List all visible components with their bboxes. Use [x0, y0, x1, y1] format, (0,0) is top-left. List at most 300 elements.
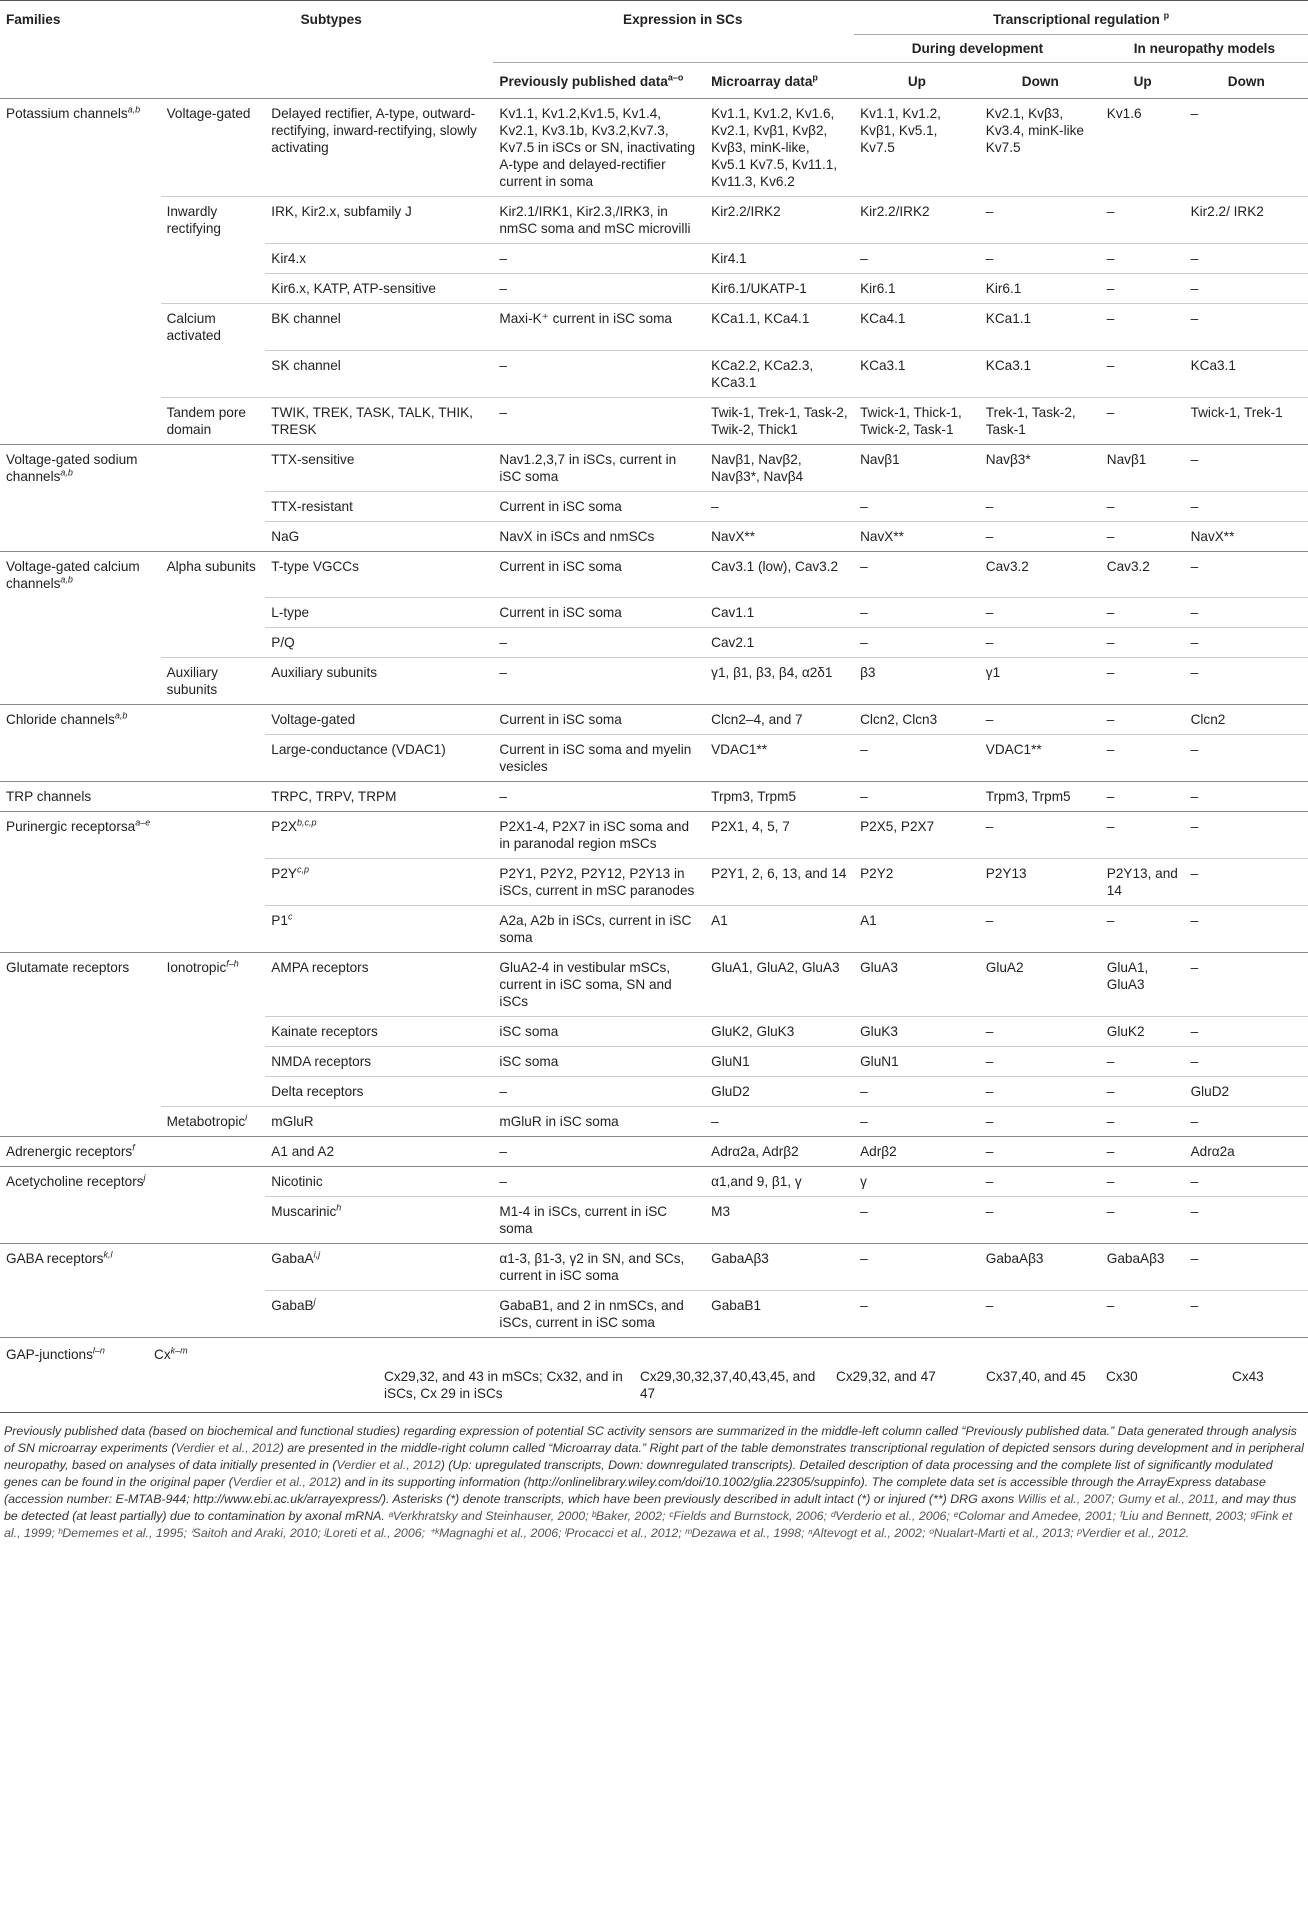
group-cell: [161, 491, 266, 521]
family-cell: [0, 782, 161, 812]
cell-devup: –: [854, 244, 980, 274]
gap-subtype-sup: k–m: [170, 1345, 188, 1356]
cell-micro: Cav1.1: [705, 598, 854, 628]
cell-devdown: VDAC1**: [980, 735, 1101, 782]
subtype-label: Auxiliary subunits: [271, 665, 378, 680]
family-cell: [0, 598, 161, 628]
subtype-cell: [265, 598, 493, 628]
subtype-label: Muscarinic: [271, 1204, 337, 1219]
subtype-cell: [265, 1291, 493, 1338]
family-label: Voltage-gated calcium channels: [6, 558, 140, 591]
cell-micro: KCa1.1, KCa4.1: [705, 304, 854, 351]
table-row: [0, 274, 1308, 304]
subtype-cell: [265, 397, 493, 444]
cell-micro: –: [705, 491, 854, 521]
family-sup: a–e: [135, 817, 151, 828]
gap-junction-table: [0, 1337, 1308, 1412]
cell-nup: –: [1101, 350, 1185, 397]
footnote-ref-4[interactable]: Willis et al., 2007; Gumy et al., 2011: [1017, 1492, 1216, 1506]
footnote-text-3: ) (Up: upregulated transcripts, Down: downregulated transcripts). Detailed description of data processing and the complete list of significantly modulated genes can be found in the original paper (: [4, 1458, 1273, 1489]
table-row: [0, 1017, 1308, 1047]
subtype-cell: [265, 99, 493, 197]
table-row: [0, 1338, 1308, 1413]
subtype-sup: c: [287, 911, 293, 922]
gap-family-label: GAP-junctions: [6, 1347, 93, 1362]
family-cell: [0, 244, 161, 274]
gap-microarray: Cx29,30,32,37,40,43,45, and 47: [640, 1369, 816, 1401]
subtype-label: TTX-sensitive: [271, 451, 355, 467]
subtype-cell: [265, 491, 493, 521]
family-cell: [0, 1291, 161, 1338]
family-cell: [0, 350, 161, 397]
cell-micro: Clcn2–4, and 7: [705, 705, 854, 735]
subtype-label: Voltage-gated: [271, 712, 356, 727]
cell-devdown: Trek-1, Task-2, Task-1: [980, 397, 1101, 444]
cell-devup: Clcn2, Clcn3: [854, 705, 980, 735]
cell-devup: GluN1: [854, 1047, 980, 1077]
family-cell: [0, 304, 161, 351]
group-cell: [161, 444, 266, 491]
header-microarray-sup: p: [812, 72, 818, 83]
group-label: Tandem pore domain: [166, 404, 246, 437]
cell-ndown: –: [1185, 1197, 1308, 1244]
cell-pub: –: [493, 397, 705, 444]
cell-micro: α1,and 9, β1, γ: [705, 1167, 854, 1197]
cell-devdown: P2Y13: [980, 859, 1101, 906]
group-cell: [161, 782, 266, 812]
header-transcriptional-label: Transcriptional regulation: [992, 12, 1160, 27]
table-row: [0, 953, 1308, 1017]
table-row: [0, 1244, 1308, 1291]
header-expression: [493, 1, 854, 35]
header-subtypes-label: Subtypes: [300, 12, 362, 27]
header-dev-down: Down: [1021, 74, 1059, 89]
group-cell: [161, 274, 266, 304]
cell-devup: –: [854, 491, 980, 521]
cell-devdown: –: [980, 491, 1101, 521]
header-families: Families: [6, 12, 61, 27]
cell-nup: –: [1101, 628, 1185, 658]
table-row: [0, 906, 1308, 953]
cell-ndown: GluD2: [1185, 1077, 1308, 1107]
family-label: TRP channels: [6, 789, 92, 804]
cell-pub: –: [493, 274, 705, 304]
family-sup: j: [143, 1172, 146, 1183]
cell-devup: –: [854, 1107, 980, 1137]
family-cell: [0, 705, 161, 735]
group-cell: [161, 628, 266, 658]
cell-devup: –: [854, 1291, 980, 1338]
cell-nup: –: [1101, 1047, 1185, 1077]
table-row: [0, 197, 1308, 244]
cell-nup: –: [1101, 1167, 1185, 1197]
cell-micro: GluN1: [705, 1047, 854, 1077]
group-cell: [161, 350, 266, 397]
cell-devdown: Kir6.1: [980, 274, 1101, 304]
family-sup: a,b: [60, 466, 73, 477]
cell-devdown: –: [980, 812, 1101, 859]
cell-pub: –: [493, 658, 705, 705]
cell-pub: mGluR in iSC soma: [493, 1107, 705, 1137]
family-label: Voltage-gated sodium channels: [6, 451, 138, 484]
subtype-cell: [265, 244, 493, 274]
table-row: [0, 551, 1308, 598]
group-cell: [161, 812, 266, 859]
cell-devdown: –: [980, 521, 1101, 551]
family-cell: [0, 521, 161, 551]
family-cell: [0, 491, 161, 521]
cell-devup: Kir2.2/IRK2: [854, 197, 980, 244]
group-cell: [161, 705, 266, 735]
group-sup: f–h: [226, 958, 239, 969]
cell-devup: Kv1.1, Kv1.2, Kvβ1, Kv5.1, Kv7.5: [860, 106, 941, 155]
cell-devup: –: [854, 1197, 980, 1244]
cell-pub: –: [493, 244, 705, 274]
cell-devup: γ: [854, 1167, 980, 1197]
gap-family-sup: l–n: [92, 1345, 105, 1356]
family-label: Glutamate receptors: [6, 960, 130, 975]
subtype-cell: [265, 1017, 493, 1047]
subtype-label: A1 and A2: [271, 1144, 335, 1159]
cell-devdown: γ1: [980, 658, 1101, 705]
cell-micro: Cav2.1: [705, 628, 854, 658]
cell-micro: P2X1, 4, 5, 7: [705, 812, 854, 859]
gap-subtype: [148, 1338, 378, 1413]
subtype-cell: [265, 551, 493, 598]
cell-devdown: –: [980, 197, 1101, 244]
subtype-sup: h: [336, 1202, 342, 1213]
cell-devup: –: [854, 598, 980, 628]
header-expression-label: Expression in SCs: [623, 12, 743, 27]
cell-pub: Current in iSC soma and myelin vesicles: [493, 735, 705, 782]
table-row: [0, 628, 1308, 658]
subtype-label: TRPC, TRPV, TRPM: [271, 789, 397, 804]
cell-nup: P2Y13, and 14: [1101, 859, 1185, 906]
footnote-references[interactable]: ᵃVerkhratsky and Steinhauser, 2000; ᵇBaker, 2002; ᶜFields and Burnstock, 2006; ᵈVerderio et al., 2006; ᵉColomar and Amedee, 2001; ᶠLiu and Bennett, 2003; ᵍFink et al., 1999; ʰDememes et al., 1995; ⁱSaitoh and Araki, 2010; ʲLoreti et al., 2006; ⁺ᵏMagnaghi et al., 2006; ˡProcacci et al., 2012; ᵐDezawa et al., 1998; ⁿAltevogt et al., 2002; ᵒNualart-Marti et al., 2013; ᵖVerdier et al., 2012.: [4, 1509, 1293, 1540]
cell-devdown: GabaAβ3: [980, 1244, 1101, 1291]
cell-devup: β3: [854, 658, 980, 705]
cell-nup: –: [1101, 705, 1185, 735]
group-sup: i: [245, 1112, 248, 1123]
table-row: [0, 521, 1308, 551]
family-cell: [0, 551, 161, 598]
group-cell: [161, 1077, 266, 1107]
cell-micro: Adrα2a, Adrβ2: [705, 1137, 854, 1167]
header-subtypes: [161, 1, 494, 35]
cell-pub: P2X1-4, P2X7 in iSC soma and in paranodal region mSCs: [493, 812, 705, 859]
cell-pub: Kir2.1/IRK1, Kir2.3,/IRK3, in nmSC soma and mSC microvilli: [493, 197, 705, 244]
table-row: [0, 598, 1308, 628]
subtype-cell: [265, 274, 493, 304]
cell-micro: γ1, β1, β3, β4, α2δ1: [705, 658, 854, 705]
table-row: [0, 1077, 1308, 1107]
subtype-cell: [265, 1077, 493, 1107]
cell-ndown: –: [1185, 1291, 1308, 1338]
footnote-ref-2[interactable]: Verdier et al., 2012: [336, 1458, 441, 1472]
gap-dev-down: Cx37,40, and 45: [986, 1369, 1086, 1384]
cell-nup: –: [1101, 1077, 1185, 1107]
footnote-text-4: ) and in its supporting information (http://onlinelibrary.wiley.com/doi/10.1002/glia.22305/suppinfo). The complete data set is accessible through the ArrayExpress database (accession number: E-MTAB-944; http://www.ebi.ac.uk/arrayexpress/). Asterisks (*) denote transcripts, which have been previously described in adult intact (*) or injured (**) DRG axons: [4, 1475, 1266, 1506]
cell-micro: Kir4.1: [705, 244, 854, 274]
cell-devdown: Cav3.2: [980, 551, 1101, 598]
family-cell: [0, 658, 161, 705]
cell-devup: –: [854, 1077, 980, 1107]
group-cell: [161, 1047, 266, 1077]
table-row: [0, 812, 1308, 859]
cell-pub: NavX in iSCs and nmSCs: [493, 521, 705, 551]
cell-devdown: –: [980, 1291, 1101, 1338]
cell-ndown: –: [1185, 1047, 1308, 1077]
subtype-label: GabaB: [271, 1298, 314, 1313]
footnote-text-2: ) are presented in the middle-right column called “Microarray data.” Right part of the table demonstrates transcriptional regulation of depicted sensors during development and in peripheral neuropathy, based on analyses of data initially presented in (: [4, 1441, 1304, 1472]
subtype-cell: [265, 1197, 493, 1244]
family-label: Purinergic receptorsa: [6, 819, 136, 834]
family-cell: [0, 1244, 161, 1291]
table-row: [0, 859, 1308, 906]
cell-micro: –: [705, 1107, 854, 1137]
subtype-label: Nicotinic: [271, 1174, 323, 1189]
group-cell: [161, 99, 266, 197]
cell-ndown: –: [1185, 953, 1308, 1017]
group-label: Inwardly rectifying: [166, 204, 221, 236]
cell-nup: –: [1101, 491, 1185, 521]
group-cell: [161, 658, 266, 705]
cell-devup: Kir6.1: [854, 274, 980, 304]
gap-family: [0, 1338, 148, 1413]
cell-devup: NavX**: [854, 521, 980, 551]
family-cell: [0, 1077, 161, 1107]
family-sup: f: [132, 1142, 135, 1153]
table-row: [0, 397, 1308, 444]
header-microarray: [705, 63, 854, 99]
gap-dev-up: Cx29,32, and 47: [836, 1369, 936, 1384]
group-label: Auxiliary subunits: [166, 665, 218, 697]
cell-pub: Current in iSC soma: [493, 491, 705, 521]
cell-devdown: –: [980, 1167, 1101, 1197]
cell-devdown: –: [980, 598, 1101, 628]
subtype-cell: [265, 1047, 493, 1077]
subtype-label: mGluR: [271, 1114, 314, 1129]
subtype-cell: [265, 812, 493, 859]
subtype-cell: [265, 350, 493, 397]
header-published-label: Previously published data: [499, 74, 668, 89]
family-cell: [0, 1047, 161, 1077]
group-cell: [161, 859, 266, 906]
cell-devdown: –: [980, 1047, 1101, 1077]
table-row: [0, 1197, 1308, 1244]
cell-micro: GluA1, GluA2, GluA3: [705, 953, 854, 1017]
cell-pub: –: [493, 350, 705, 397]
table-row: [0, 99, 1308, 197]
cell-devdown: –: [980, 705, 1101, 735]
family-cell: [0, 99, 161, 197]
gap-neu-up: Cx30: [1106, 1369, 1138, 1384]
cell-devup: –: [854, 1244, 980, 1291]
spacer2: [0, 63, 493, 99]
table-row: [0, 1107, 1308, 1137]
cell-micro: A1: [705, 906, 854, 953]
cell-micro: GluD2: [705, 1077, 854, 1107]
cell-pub: GabaB1, and 2 in nmSCs, and iSCs, current in iSC soma: [493, 1291, 705, 1338]
family-cell: [0, 859, 161, 906]
cell-ndown: Adrα2a: [1185, 1137, 1308, 1167]
cell-micro: Trpm3, Trpm5: [705, 782, 854, 812]
family-sup: k,l: [103, 1249, 113, 1260]
cell-devdown: –: [980, 1197, 1101, 1244]
cell-nup: –: [1101, 812, 1185, 859]
group-label: Voltage-gated: [166, 106, 251, 121]
cell-pub: GluA2-4 in vestibular mSCs, current in iSC soma, SN and iSCs: [493, 953, 705, 1017]
subtype-cell: [265, 1137, 493, 1167]
cell-pub: α1-3, β1-3, γ2 in SN, and SCs, current in iSC soma: [493, 1244, 705, 1291]
cell-pub: Current in iSC soma: [493, 598, 705, 628]
cell-devdown: –: [980, 1137, 1101, 1167]
cell-micro: GabaB1: [705, 1291, 854, 1338]
table-row: [0, 1047, 1308, 1077]
group-cell: [161, 1137, 266, 1167]
subtype-label: BK channel: [271, 311, 341, 326]
cell-ndown: –: [1185, 1017, 1308, 1047]
cell-ndown: –: [1185, 244, 1308, 274]
subtype-cell: [265, 782, 493, 812]
cell-ndown: –: [1185, 1167, 1308, 1197]
family-cell: [0, 812, 161, 859]
table-row: [0, 782, 1308, 812]
group-cell: [161, 735, 266, 782]
cell-nup: –: [1101, 598, 1185, 628]
subtype-sup: i,j: [313, 1249, 321, 1260]
cell-nup: –: [1101, 1291, 1185, 1338]
header-published-sup: a–o: [667, 72, 684, 83]
subtype-label: Kir6.x, KATP, ATP-sensitive: [271, 281, 436, 296]
cell-devup: –: [854, 551, 980, 598]
cell-devdown: Trpm3, Trpm5: [980, 782, 1101, 812]
cell-ndown: –: [1185, 859, 1308, 906]
cell-nup: –: [1101, 521, 1185, 551]
subtype-sup: b,c,p: [297, 817, 317, 828]
header-neuropathy: In neuropathy models: [1101, 35, 1308, 63]
cell-devdown: –: [980, 1077, 1101, 1107]
subtype-label: P2X: [271, 819, 297, 834]
group-label: Alpha subunits: [166, 558, 256, 574]
subtype-label: Kainate receptors: [271, 1024, 378, 1039]
cell-nup: GluK2: [1101, 1017, 1185, 1047]
cell-pub: Current in iSC soma: [493, 705, 705, 735]
header-transcriptional: [854, 1, 1308, 35]
table-row: [0, 1167, 1308, 1197]
cell-pub: –: [493, 628, 705, 658]
group-label: Calcium activated: [166, 311, 221, 343]
family-cell: [0, 735, 161, 782]
cell-ndown: –: [1185, 782, 1308, 812]
subtype-label: Large-conductance (VDAC1): [271, 742, 446, 757]
cell-ndown: Twick-1, Trek-1: [1185, 397, 1308, 444]
header-transcriptional-sup: p: [1163, 10, 1170, 21]
cell-devdown: KCa1.1: [980, 304, 1101, 351]
cell-devdown: KCa3.1: [980, 350, 1101, 397]
subtype-label: AMPA receptors: [271, 960, 369, 975]
group-cell: [161, 1017, 266, 1047]
family-cell: [0, 444, 161, 491]
cell-micro: P2Y1, 2, 6, 13, and 14: [705, 859, 854, 906]
group-cell: [161, 1107, 266, 1137]
subtype-label: NMDA receptors: [271, 1054, 372, 1069]
subtype-sup: j: [313, 1296, 316, 1307]
family-cell: [0, 628, 161, 658]
cell-ndown: –: [1185, 628, 1308, 658]
cell-nup: –: [1101, 906, 1185, 953]
cell-ndown: –: [1185, 1107, 1308, 1137]
cell-devdown: –: [980, 628, 1101, 658]
gap-published: Cx29,32, and 43 in mSCs; Cx32, and in iSCs, Cx 29 in iSCs: [384, 1369, 623, 1401]
family-cell: [0, 1137, 161, 1167]
cell-devup: A1: [854, 906, 980, 953]
cell-devup: KCa4.1: [854, 304, 980, 351]
table-footnote: [0, 1412, 1308, 1542]
cell-pub: Maxi-K⁺ current in iSC soma: [493, 304, 705, 351]
cell-pub: –: [493, 1077, 705, 1107]
header-development: During development: [854, 35, 1101, 63]
footnote-ref-1[interactable]: Verdier et al., 2012: [175, 1441, 280, 1455]
group-cell: [161, 244, 266, 274]
group-cell: [161, 397, 266, 444]
cell-devup: Navβ1: [854, 444, 980, 491]
cell-micro: Twik-1, Trek-1, Task-2, Twik-2, Thick1: [705, 397, 854, 444]
subtype-cell: [265, 953, 493, 1017]
group-label: Ionotropic: [166, 960, 227, 975]
footnote-ref-3[interactable]: Verdier et al., 2012: [232, 1475, 337, 1489]
family-cell: [0, 1167, 161, 1197]
subtype-label: GabaA: [271, 1251, 314, 1266]
cell-ndown: –: [1185, 274, 1308, 304]
family-label: Adrenergic receptors: [6, 1144, 133, 1159]
gap-neu-down: Cx43: [1232, 1369, 1264, 1384]
family-cell: [0, 1197, 161, 1244]
cell-pub: Kv1.1, Kv1.2,Kv1.5, Kv1.4, Kv2.1, Kv3.1b, Kv3.2,Kv7.3, Kv7.5 in iSCs or SN, inactivating A-type and delayed-rectifier current in soma: [499, 106, 696, 189]
family-label: Potassium channels: [6, 106, 128, 121]
subtype-label: P2Y: [271, 866, 297, 881]
header-neu-up: Up: [1133, 74, 1152, 89]
cell-devup: –: [854, 782, 980, 812]
cell-pub: Nav1.2,3,7 in iSCs, current in iSC soma: [493, 444, 705, 491]
subtype-label: SK channel: [271, 357, 341, 373]
family-cell: [0, 1107, 161, 1137]
cell-nup: –: [1101, 1197, 1185, 1244]
subtype-cell: [265, 304, 493, 351]
cell-pub: –: [493, 1137, 705, 1167]
family-sup: a,b: [60, 573, 73, 584]
cell-pub: iSC soma: [493, 1047, 705, 1077]
cell-devup: Adrβ2: [854, 1137, 980, 1167]
subtype-cell: [265, 1167, 493, 1197]
cell-pub: P2Y1, P2Y2, P2Y12, P2Y13 in iSCs, current in mSC paranodes: [493, 859, 705, 906]
cell-devup: P2Y2: [854, 859, 980, 906]
cell-ndown: –: [1185, 658, 1308, 705]
subtype-label: T-type VGCCs: [271, 558, 359, 574]
family-label: GABA receptors: [6, 1251, 104, 1266]
subtype-cell: [265, 197, 493, 244]
subtype-cell: [265, 906, 493, 953]
cell-nup: –: [1101, 658, 1185, 705]
cell-devup: –: [854, 628, 980, 658]
footnote-text-1: Previously published data (based on biochemical and functional studies) regarding expression of potential SC activity sensors are summarized in the middle-left column called “Previously published data.” Data generated through analysis of SN microarray experiments (: [4, 1424, 1297, 1455]
family-label: Acetycholine receptors: [6, 1174, 144, 1189]
cell-ndown: –: [1190, 106, 1199, 121]
group-cell: [161, 1197, 266, 1244]
group-cell: [161, 1167, 266, 1197]
cell-pub: A2a, A2b in iSCs, current in iSC soma: [493, 906, 705, 953]
subtype-label: P/Q: [271, 635, 295, 650]
